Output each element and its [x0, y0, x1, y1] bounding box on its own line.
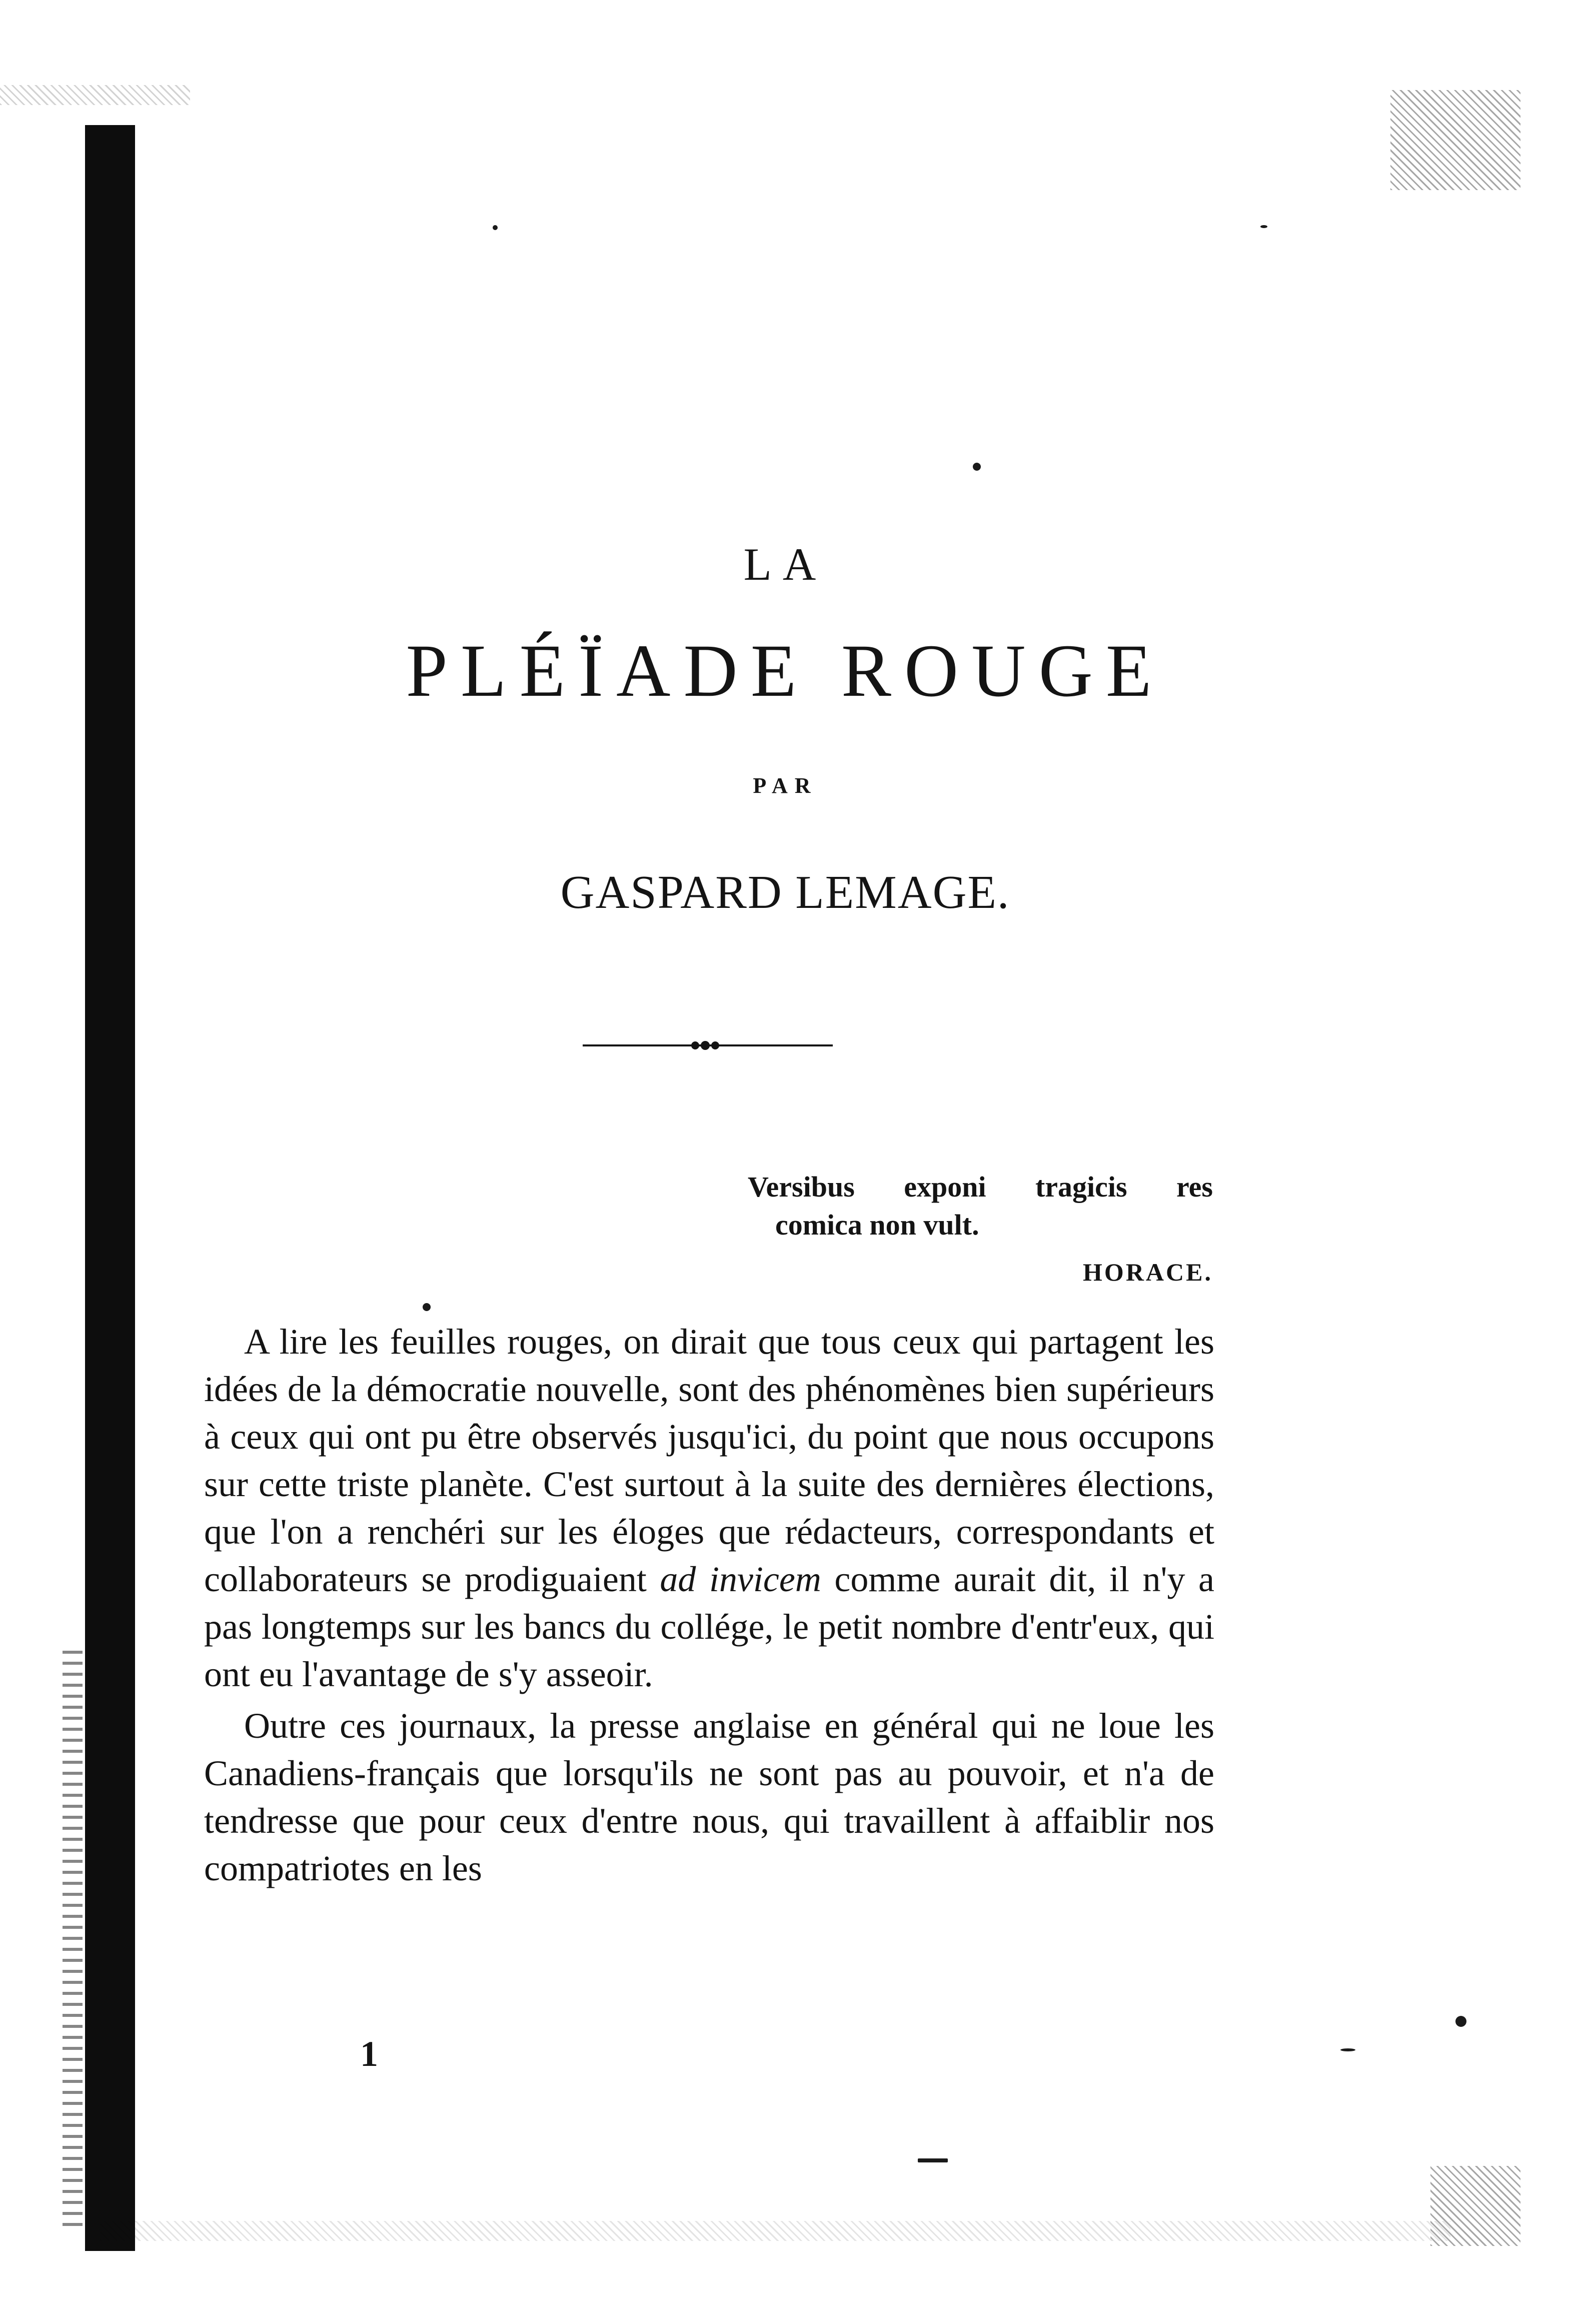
ink-speck — [973, 463, 981, 471]
binding-edge-noise — [63, 1651, 83, 2226]
epigraph-line: comica non vult. — [775, 1209, 979, 1241]
bottom-edge-noise — [100, 2221, 1450, 2241]
ink-speck — [493, 225, 498, 230]
top-left-corner-noise — [0, 85, 190, 105]
ink-speck — [423, 1303, 431, 1311]
paragraph-text: Outre ces journaux, la presse anglaise en général qui ne loue les Canadiens-français que lorsqu'ils ne sont pas au pouvoir, et n'a de tendresse que pour ceux d'entre nous, qui travaillent à affaiblir nos compatriotes en les — [204, 1706, 1214, 1888]
epigraph — [748, 1168, 1213, 1286]
author-name: GASPARD LEMAGE. — [560, 866, 1010, 918]
ink-speck — [1340, 2048, 1355, 2051]
paragraph — [204, 1702, 1214, 1892]
paragraph-text: comme aurait dit, il n'y a pas longtemps sur les bancs du collége, le petit nombre d'entr'eux, qui ont eu l'avantage de s'y asseoir. — [204, 1559, 1215, 1694]
ink-speck — [918, 2158, 948, 2162]
epigraph-attribution: HORACE. — [1083, 1258, 1213, 1286]
italic-phrase: ad invicem — [660, 1559, 821, 1599]
ink-speck — [1260, 225, 1267, 228]
paragraph-text: A lire les feuilles rouges, on dirait que tous ceux qui partagent les idées de la démocratie nouvelle, sont des phénomènes bien supérieurs à ceux qui ont pu être observés jusqu'ici, du point que nous occupons sur cette triste planète. C'est surtout à la suite des dernières élections, que l'on a renchéri sur les éloges que rédacteurs, correspondants et collaborateurs se prodiguaient — [204, 1322, 1214, 1599]
page-number: 1 — [360, 2034, 378, 2074]
page-title: PLÉÏADE ROUGE — [406, 629, 1165, 712]
ornamental-divider — [583, 1038, 833, 1053]
title-by: PAR — [753, 773, 818, 798]
binding-shadow — [85, 125, 135, 2251]
body-text — [204, 1318, 1214, 1892]
title-article: LA — [743, 539, 827, 590]
epigraph-line: Versibus exponi tragicis res — [748, 1171, 1213, 1203]
paragraph — [204, 1318, 1214, 1698]
top-right-corner-noise — [1390, 90, 1520, 190]
ink-speck — [1455, 2016, 1466, 2027]
